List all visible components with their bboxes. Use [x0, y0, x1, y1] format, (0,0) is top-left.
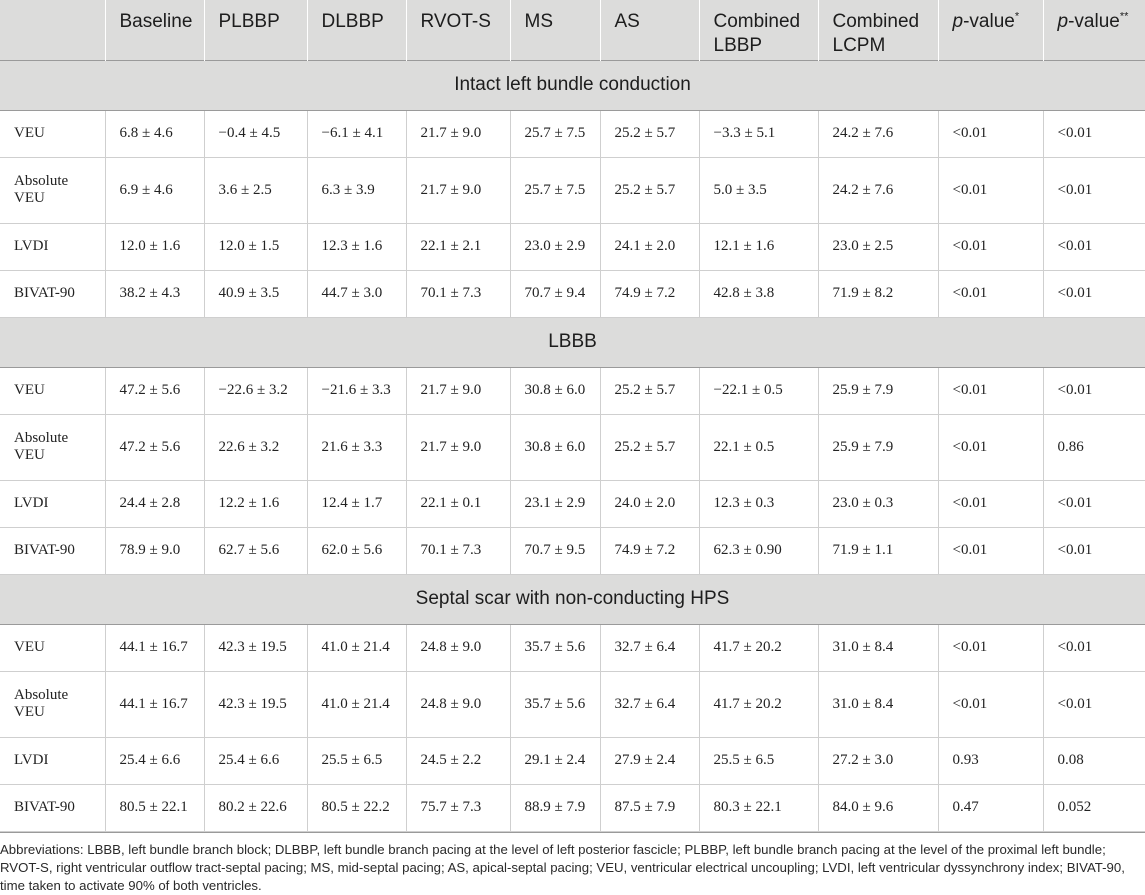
table-cell: 31.0 ± 8.4	[818, 671, 938, 737]
table-cell: 80.3 ± 22.1	[699, 784, 818, 831]
column-header-0	[0, 0, 105, 60]
section-header-row	[0, 317, 1145, 367]
table-cell: 70.1 ± 7.3	[406, 270, 510, 317]
table-cell: 24.2 ± 7.6	[818, 157, 938, 223]
row-label: VEU	[0, 367, 105, 414]
table-cell: 22.1 ± 0.1	[406, 480, 510, 527]
row-label: LVDI	[0, 480, 105, 527]
table-cell: 23.0 ± 2.5	[818, 223, 938, 270]
table-cell: 25.2 ± 5.7	[600, 414, 699, 480]
section-title: Intact left bundle conduction	[0, 60, 1145, 110]
table-cell: 62.7 ± 5.6	[204, 527, 307, 574]
table-cell: 75.7 ± 7.3	[406, 784, 510, 831]
table-cell: 21.7 ± 9.0	[406, 414, 510, 480]
table-header-row	[0, 0, 1145, 60]
table-cell: 24.8 ± 9.0	[406, 671, 510, 737]
table-row	[0, 157, 1145, 223]
table-row	[0, 480, 1145, 527]
table-cell: 0.47	[938, 784, 1043, 831]
table-cell: <0.01	[938, 527, 1043, 574]
table-cell: 12.0 ± 1.5	[204, 223, 307, 270]
table-cell: 25.7 ± 7.5	[510, 110, 600, 157]
column-header-italic: p	[952, 11, 964, 32]
row-label: BIVAT-90	[0, 270, 105, 317]
table-cell: 47.2 ± 5.6	[105, 367, 204, 414]
row-label: Absolute VEU	[0, 414, 105, 480]
table-cell: <0.01	[938, 110, 1043, 157]
table-cell: 21.7 ± 9.0	[406, 110, 510, 157]
table-cell: <0.01	[1043, 367, 1145, 414]
table-cell: 0.08	[1043, 737, 1145, 784]
table-cell: 24.5 ± 2.2	[406, 737, 510, 784]
table-cell: <0.01	[938, 480, 1043, 527]
table-cell: 30.8 ± 6.0	[510, 367, 600, 414]
table-cell: 80.5 ± 22.1	[105, 784, 204, 831]
table-cell: 25.9 ± 7.9	[818, 414, 938, 480]
column-header-5: MS	[510, 0, 600, 60]
table-row	[0, 414, 1145, 480]
table-cell: 12.0 ± 1.6	[105, 223, 204, 270]
table-cell: 27.2 ± 3.0	[818, 737, 938, 784]
table-cell: 22.1 ± 2.1	[406, 223, 510, 270]
table-cell: 74.9 ± 7.2	[600, 270, 699, 317]
table-cell: 22.1 ± 0.5	[699, 414, 818, 480]
table-cell: 42.8 ± 3.8	[699, 270, 818, 317]
column-header-italic: p	[1057, 11, 1069, 32]
table-cell: 80.5 ± 22.2	[307, 784, 406, 831]
table-cell: −21.6 ± 3.3	[307, 367, 406, 414]
table-cell: −0.4 ± 4.5	[204, 110, 307, 157]
column-header-footnote-mark: *	[1014, 10, 1020, 23]
table-cell: 23.0 ± 0.3	[818, 480, 938, 527]
table-row	[0, 784, 1145, 831]
table-cell: <0.01	[1043, 624, 1145, 671]
table-cell: 30.8 ± 6.0	[510, 414, 600, 480]
table-cell: 35.7 ± 5.6	[510, 624, 600, 671]
table-cell: 0.93	[938, 737, 1043, 784]
table-cell: 31.0 ± 8.4	[818, 624, 938, 671]
table-cell: 70.7 ± 9.4	[510, 270, 600, 317]
table-row	[0, 110, 1145, 157]
table-cell: 38.2 ± 4.3	[105, 270, 204, 317]
section-title: LBBB	[0, 317, 1145, 367]
column-header-9: p-value*	[938, 0, 1043, 60]
table-cell: 24.1 ± 2.0	[600, 223, 699, 270]
table-cell: 25.4 ± 6.6	[105, 737, 204, 784]
table-cell: 6.3 ± 3.9	[307, 157, 406, 223]
table-cell: −3.3 ± 5.1	[699, 110, 818, 157]
column-header-2: PLBBP	[204, 0, 307, 60]
table-cell: 41.7 ± 20.2	[699, 624, 818, 671]
row-label: LVDI	[0, 223, 105, 270]
row-label: VEU	[0, 624, 105, 671]
column-header-6: AS	[600, 0, 699, 60]
table-row	[0, 737, 1145, 784]
table-cell: 42.3 ± 19.5	[204, 624, 307, 671]
table-cell: 0.86	[1043, 414, 1145, 480]
abbreviations-footnote: Abbreviations: LBBB, left bundle branch block; DLBBP, left bundle branch pacing at the level of left posterior fascicle; PLBBP, left bundle branch pacing at the level of the proximal left bundle; RVOT-S, right ventricular outflow tract-septal pacing; MS, mid-septal pacing; AS, apical-septal pacing; VEU, ventricular electrical uncoupling; LVDI, left ventricular dyssynchrony index; BIVAT-90, time taken to activate 90% of both ventricles.	[0, 832, 1145, 895]
table-body	[0, 60, 1145, 831]
table-cell: 42.3 ± 19.5	[204, 671, 307, 737]
table-cell: 32.7 ± 6.4	[600, 671, 699, 737]
table-cell: <0.01	[1043, 157, 1145, 223]
table-cell: 88.9 ± 7.9	[510, 784, 600, 831]
table-cell: 25.7 ± 7.5	[510, 157, 600, 223]
table-cell: 71.9 ± 1.1	[818, 527, 938, 574]
table-cell: 24.8 ± 9.0	[406, 624, 510, 671]
table-cell: 44.1 ± 16.7	[105, 624, 204, 671]
table-cell: 25.5 ± 6.5	[699, 737, 818, 784]
table-cell: 32.7 ± 6.4	[600, 624, 699, 671]
table-cell: <0.01	[938, 414, 1043, 480]
table-row	[0, 223, 1145, 270]
column-header-3: DLBBP	[307, 0, 406, 60]
row-label: BIVAT-90	[0, 784, 105, 831]
table-cell: 12.3 ± 1.6	[307, 223, 406, 270]
table-cell: <0.01	[1043, 480, 1145, 527]
table-cell: <0.01	[1043, 671, 1145, 737]
column-header-10: p-value**	[1043, 0, 1145, 60]
table-cell: 47.2 ± 5.6	[105, 414, 204, 480]
table-cell: 25.9 ± 7.9	[818, 367, 938, 414]
table-cell: 21.6 ± 3.3	[307, 414, 406, 480]
table-cell: 6.8 ± 4.6	[105, 110, 204, 157]
section-header-row	[0, 60, 1145, 110]
table-cell: 44.1 ± 16.7	[105, 671, 204, 737]
column-header-8: Combined LCPM	[818, 0, 938, 60]
table-cell: 70.1 ± 7.3	[406, 527, 510, 574]
table-cell: −22.1 ± 0.5	[699, 367, 818, 414]
table-cell: 29.1 ± 2.4	[510, 737, 600, 784]
table-cell: <0.01	[938, 671, 1043, 737]
row-label: Absolute VEU	[0, 671, 105, 737]
table-cell: <0.01	[938, 624, 1043, 671]
table-cell: 78.9 ± 9.0	[105, 527, 204, 574]
table-row	[0, 527, 1145, 574]
table-cell: <0.01	[938, 270, 1043, 317]
table-cell: −6.1 ± 4.1	[307, 110, 406, 157]
table-cell: 5.0 ± 3.5	[699, 157, 818, 223]
row-label: LVDI	[0, 737, 105, 784]
table-cell: 70.7 ± 9.5	[510, 527, 600, 574]
table-cell: 12.1 ± 1.6	[699, 223, 818, 270]
table-cell: 24.4 ± 2.8	[105, 480, 204, 527]
table-cell: −22.6 ± 3.2	[204, 367, 307, 414]
table-cell: 12.3 ± 0.3	[699, 480, 818, 527]
table-cell: 44.7 ± 3.0	[307, 270, 406, 317]
table-cell: <0.01	[938, 157, 1043, 223]
table-cell: 84.0 ± 9.6	[818, 784, 938, 831]
table-cell: 62.3 ± 0.90	[699, 527, 818, 574]
table-cell: 21.7 ± 9.0	[406, 157, 510, 223]
table-cell: 80.2 ± 22.6	[204, 784, 307, 831]
column-header-footnote-mark: **	[1119, 10, 1129, 23]
table-cell: 24.0 ± 2.0	[600, 480, 699, 527]
table-cell: 25.5 ± 6.5	[307, 737, 406, 784]
table-cell: <0.01	[938, 367, 1043, 414]
table-cell: <0.01	[1043, 270, 1145, 317]
table-cell: 25.2 ± 5.7	[600, 367, 699, 414]
table-cell: 41.7 ± 20.2	[699, 671, 818, 737]
section-title: Septal scar with non-conducting HPS	[0, 574, 1145, 624]
table-cell: 41.0 ± 21.4	[307, 671, 406, 737]
table-cell: 23.0 ± 2.9	[510, 223, 600, 270]
table-cell: <0.01	[938, 223, 1043, 270]
table-cell: 71.9 ± 8.2	[818, 270, 938, 317]
table-cell: <0.01	[1043, 110, 1145, 157]
section-header-row	[0, 574, 1145, 624]
table-row	[0, 270, 1145, 317]
table-cell: 23.1 ± 2.9	[510, 480, 600, 527]
table-cell: 27.9 ± 2.4	[600, 737, 699, 784]
table-cell: 41.0 ± 21.4	[307, 624, 406, 671]
column-header-7: Combined LBBP	[699, 0, 818, 60]
table-cell: 25.2 ± 5.7	[600, 110, 699, 157]
row-label: Absolute VEU	[0, 157, 105, 223]
row-label: VEU	[0, 110, 105, 157]
table-cell: 21.7 ± 9.0	[406, 367, 510, 414]
table-cell: 24.2 ± 7.6	[818, 110, 938, 157]
table-cell: 12.2 ± 1.6	[204, 480, 307, 527]
table-cell: <0.01	[1043, 223, 1145, 270]
table-cell: 35.7 ± 5.6	[510, 671, 600, 737]
table-cell: 87.5 ± 7.9	[600, 784, 699, 831]
column-header-4: RVOT-S	[406, 0, 510, 60]
table-cell: 12.4 ± 1.7	[307, 480, 406, 527]
table-row	[0, 624, 1145, 671]
table-cell: 25.4 ± 6.6	[204, 737, 307, 784]
column-header-1: Baseline	[105, 0, 204, 60]
table-cell: 62.0 ± 5.6	[307, 527, 406, 574]
table-cell: 22.6 ± 3.2	[204, 414, 307, 480]
table-cell: 25.2 ± 5.7	[600, 157, 699, 223]
table-cell: <0.01	[1043, 527, 1145, 574]
table-cell: 0.052	[1043, 784, 1145, 831]
table-row	[0, 671, 1145, 737]
table-row	[0, 367, 1145, 414]
table-cell: 3.6 ± 2.5	[204, 157, 307, 223]
table-cell: 6.9 ± 4.6	[105, 157, 204, 223]
table-cell: 40.9 ± 3.5	[204, 270, 307, 317]
table-cell: 74.9 ± 7.2	[600, 527, 699, 574]
row-label: BIVAT-90	[0, 527, 105, 574]
